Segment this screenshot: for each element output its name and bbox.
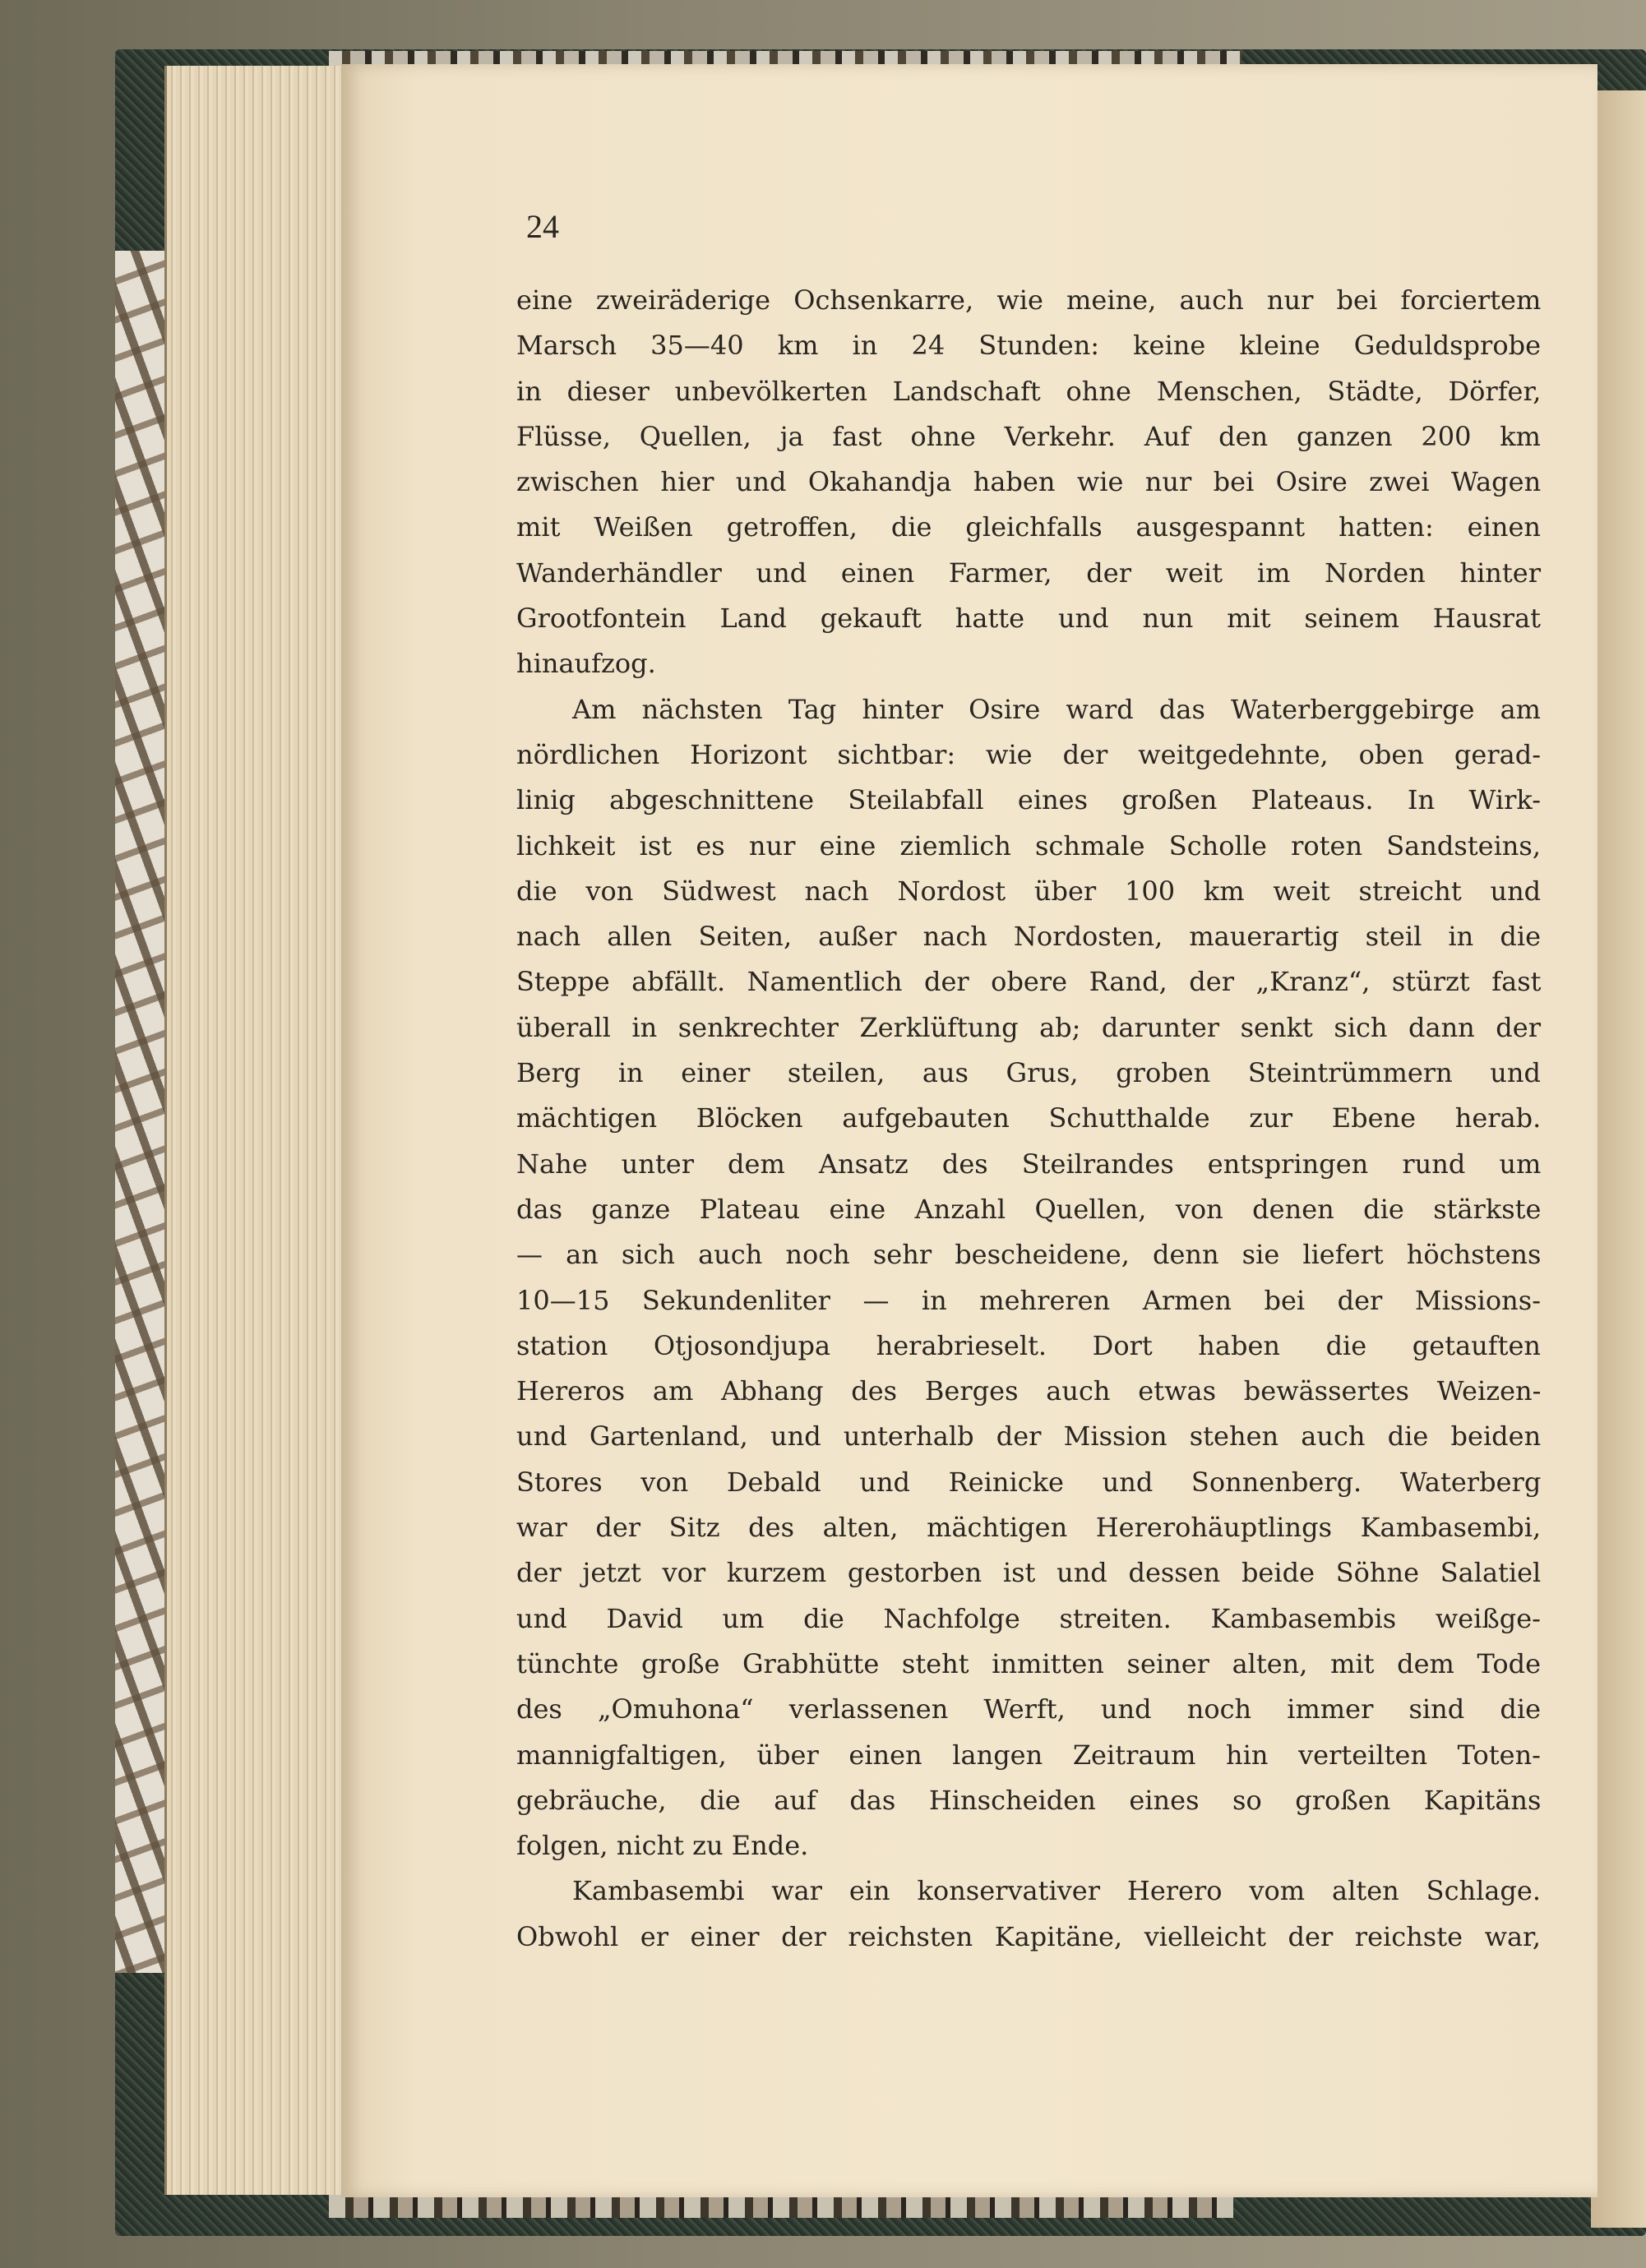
text-line: der jetzt vor kurzem gestorben ist und dessen beide Söhne Salatiel — [516, 1557, 1542, 1589]
page-stack-edge — [164, 66, 356, 2195]
text-line: nach allen Seiten, außer nach Nordosten, mauerartig steil in die — [516, 921, 1541, 953]
text-line: Hereros am Abhang des Berges auch etwas bewässertes Weizen- — [516, 1375, 1542, 1407]
text-line: überall in senkrechter Zerklüftung ab; darunter senkt sich dann der — [516, 1011, 1542, 1043]
text-line: in dieser unbevölkerten Landschaft ohne Menschen, Städte, Dörfer, — [516, 375, 1542, 407]
text-line: Nahe unter dem Ansatz des Steilrandes entspringen rund um — [516, 1148, 1542, 1180]
text-line: und Gartenland, und unterhalb der Mission stehen auch die beiden — [516, 1420, 1542, 1453]
text-line: Stores von Debald und Reinicke und Sonnenberg. Waterberg — [516, 1466, 1542, 1498]
text-line: Berg in einer steilen, aus Grus, groben Steintrümmern und — [516, 1057, 1541, 1089]
text-line: lichkeit ist es nur eine ziemlich schmale Scholle roten Sandsteins, — [516, 829, 1541, 861]
text-line: 10—15 Sekundenliter — in mehreren Armen bei der Missions- — [516, 1284, 1541, 1316]
text-line: zwischen hier und Okahandja haben wie nur bei Osire zwei Wagen — [516, 466, 1542, 498]
text-line: und David um die Nachfolge streiten. Kambasembis weißge- — [516, 1602, 1541, 1634]
text-line: mannigfaltigen, über einen langen Zeitraum hin verteilten Toten- — [516, 1739, 1541, 1771]
text-line: mit Weißen getroffen, die gleichfalls ausgespannt hatten: einen — [516, 511, 1541, 543]
text-line: mächtigen Blöcken aufgebauten Schutthalde zur Ebene herab. — [516, 1102, 1542, 1134]
text-line: station Otjosondjupa herabrieselt. Dort haben die getauften — [516, 1329, 1541, 1361]
text-line: des „Omuhona“ verlassenen Werft, und noch immer sind die — [516, 1693, 1541, 1725]
text-line: Obwohl er einer der reichsten Kapitäne, vielleicht der reichste war, — [516, 1920, 1541, 1952]
text-line: Grootfontein Land gekauft hatte und nun mit seinem Hausrat — [516, 603, 1541, 635]
text-line: eine zweiräderige Ochsenkarre, wie meine, auch nur bei forciertem — [516, 284, 1542, 316]
text-line: Marsch 35—40 km in 24 Stunden: keine kleine Geduldsprobe — [516, 330, 1541, 362]
page-number: 24 — [526, 208, 559, 245]
next-page-edge — [1591, 90, 1646, 2228]
text-line: nördlichen Horizont sichtbar: wie der weitgedehnte, oben gerad- — [516, 738, 1541, 770]
text-line: tünchte große Grabhütte steht inmitten seiner alten, mit dem Tode — [516, 1647, 1542, 1679]
text-line: Kambasembi war ein konservativer Herero vom alten Schlage. — [572, 1875, 1541, 1907]
text-line: Am nächsten Tag hinter Osire ward das Waterberggebirge am — [572, 693, 1541, 725]
page-text — [516, 278, 1541, 1960]
text-line: die von Südwest nach Nordost über 100 km weit streicht und — [516, 875, 1542, 907]
text-line: das ganze Plateau eine Anzahl Quellen, von denen die stärkste — [516, 1193, 1542, 1225]
text-line: hinaufzog. — [516, 648, 656, 680]
text-line: Wanderhändler und einen Farmer, der weit im Norden hinter — [516, 557, 1541, 589]
text-line: folgen, nicht zu Ende. — [516, 1830, 809, 1862]
text-line: linig abgeschnittene Steilabfall eines großen Plateaus. In Wirk- — [516, 784, 1541, 816]
text-line: war der Sitz des alten, mächtigen Hererohäuptlings Kambasembi, — [516, 1512, 1542, 1544]
text-line: Flüsse, Quellen, ja fast ohne Verkehr. Auf den ganzen 200 km — [516, 420, 1541, 452]
text-line: — an sich auch noch sehr bescheidene, denn sie liefert höchstens — [516, 1239, 1542, 1271]
text-line: gebräuche, die auf das Hinscheiden eines so großen Kapitäns — [516, 1784, 1542, 1816]
text-line: Steppe abfällt. Namentlich der obere Rand, der „Kranz“, stürzt fast — [516, 966, 1542, 998]
